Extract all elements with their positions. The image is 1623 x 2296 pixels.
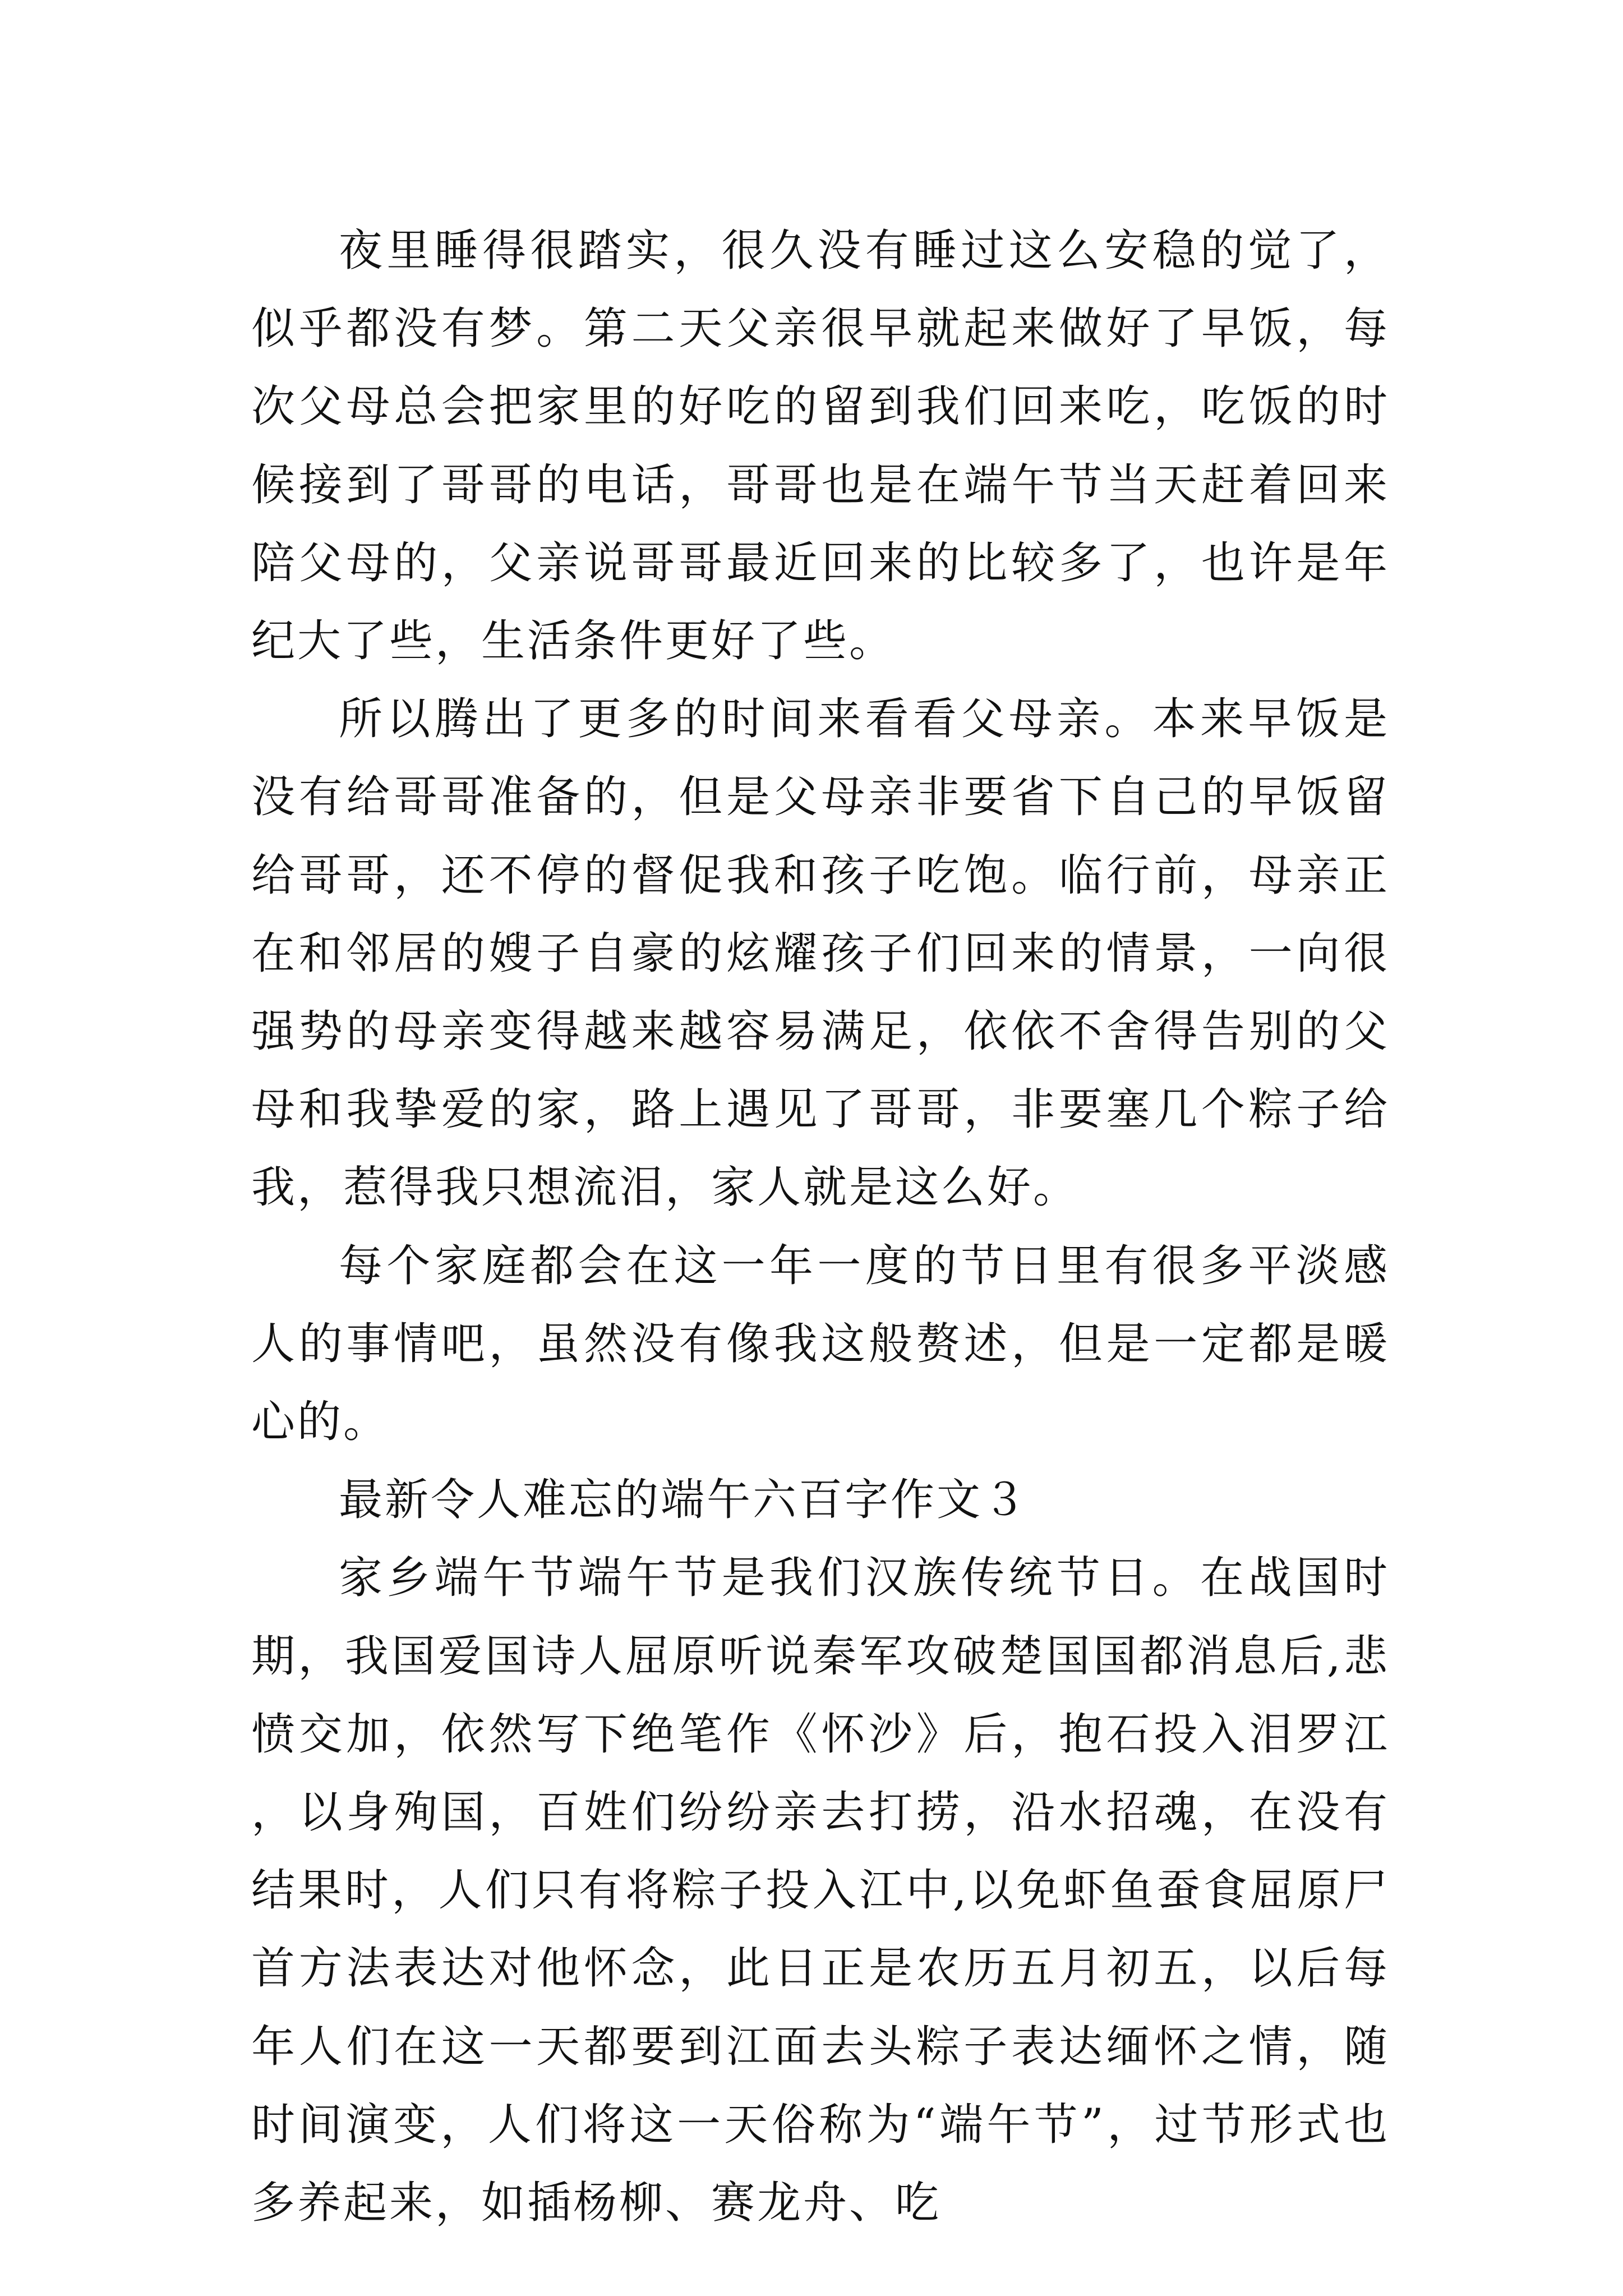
document-body <box>251 212 1390 2242</box>
paragraph-1: 夜里睡得很踏实，很久没有睡过这么安稳的觉了，似乎都没有梦。第二天父亲很早就起来做好了早饭，每次父母总会把家里的好吃的留到我们回来吃，吃饭的时候接到了哥哥的电话，哥哥也是在端午节当天赶着回来陪父母的，父亲说哥哥最近回来的比较多了，也许是年纪大了些，生活条件更好了些。 <box>251 226 1390 667</box>
section-heading: 最新令人难忘的端午六百字作文３ <box>339 1475 1029 1526</box>
paragraph-3: 每个家庭都会在这一年一度的节日里有很多平淡感人的事情吧，虽然没有像我这般赘述，但是一定都是暖心的。 <box>251 1240 1390 1448</box>
paragraph-4: 家乡端午节端午节是我们汉族传统节日。在战国时期，我国爱国诗人屈原听说秦军攻破楚国国都消息后,悲愤交加，依然写下绝笔作《怀沙》后，抱石投入泪罗江，以身殉国，百姓们纷纷亲去打捞，沿水招魂，在没有结果时，人们只有将粽子投入江中,以免虾鱼蚕食屈原尸首方法表达对他怀念，此日正是农历五月初五，以后每年人们在这一天都要到江面去头粽子表达缅怀之情，随时间演变，人们将这一天俗称为“端午节”，过节形式也多养起来，如插杨柳、赛龙舟、吃 <box>251 1553 1390 2229</box>
paragraph-2: 所以腾出了更多的时间来看看父母亲。本来早饭是没有给哥哥准备的，但是父母亲非要省下自己的早饭留给哥哥，还不停的督促我和孩子吃饱。临行前，母亲正在和邻居的嫂子自豪的炫耀孩子们回来的情景，一向很强势的母亲变得越来越容易满足，依依不舍得告别的父母和我挚爱的家，路上遇见了哥哥，非要塞几个粽子给我，惹得我只想流泪，家人就是这么好。 <box>251 694 1390 1213</box>
